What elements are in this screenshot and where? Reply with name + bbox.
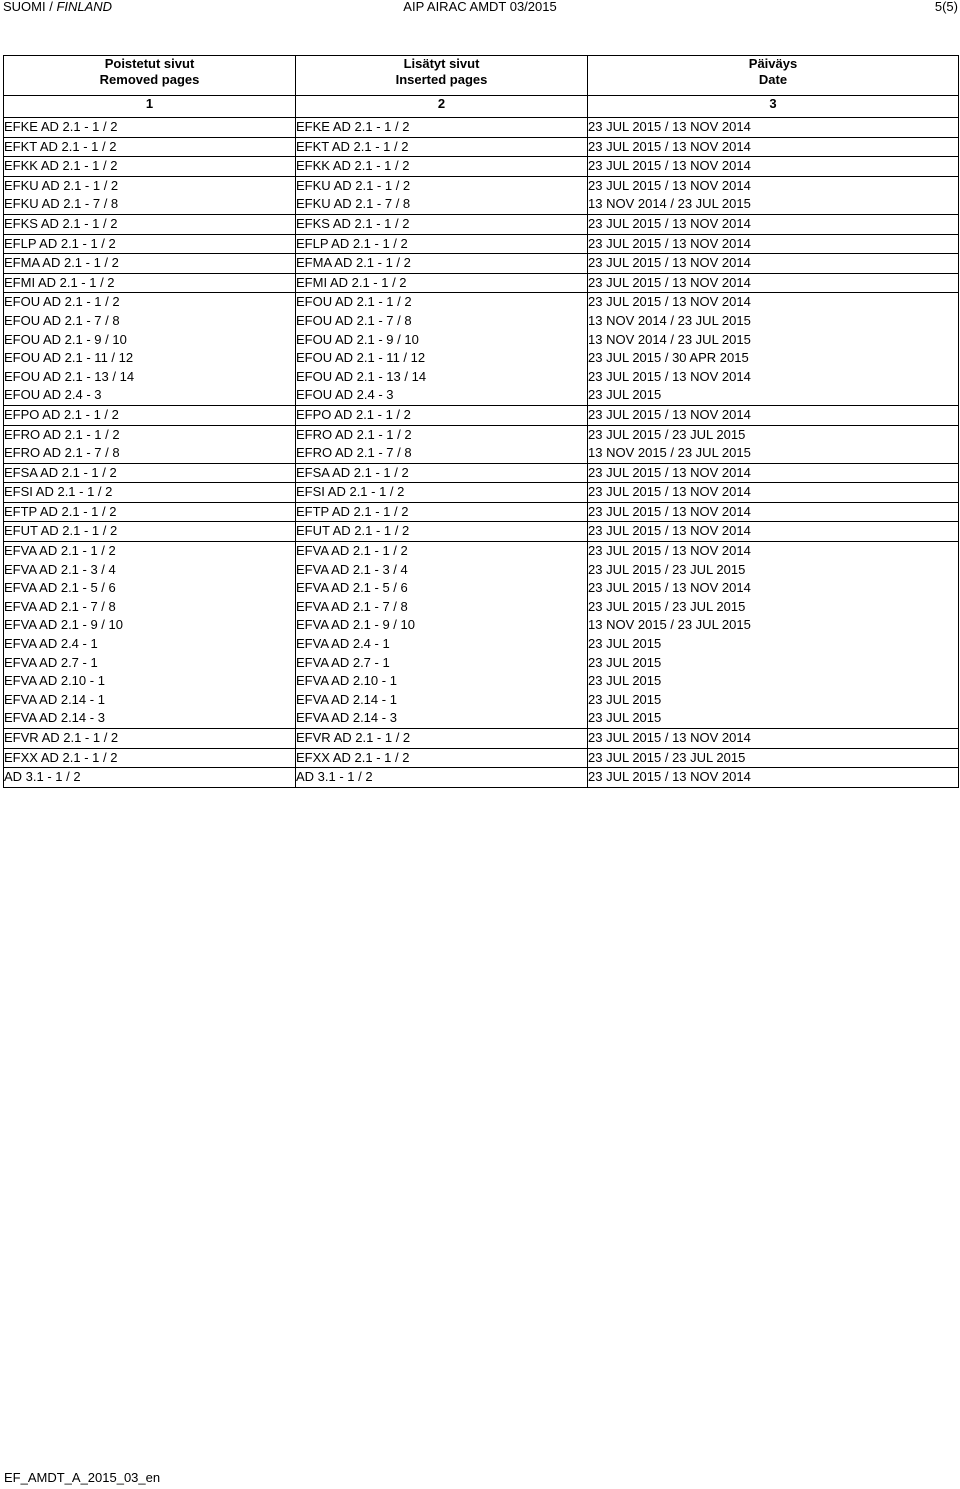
removed-page-entry: EFMA AD 2.1 - 1 / 2	[4, 255, 119, 271]
date-entry: 23 JUL 2015 / 13 NOV 2014	[588, 730, 751, 745]
removed-pages-cell	[4, 748, 296, 768]
removed-pages-cell	[4, 293, 296, 406]
date-entry: 13 NOV 2014 / 23 JUL 2015	[588, 312, 751, 328]
date-cell	[588, 273, 959, 293]
table-row	[4, 405, 959, 425]
removed-page-entry: EFVA AD 2.7 - 1	[4, 654, 98, 670]
table-row	[4, 176, 959, 214]
removed-page-entry: EFSA AD 2.1 - 1 / 2	[4, 464, 117, 480]
table-row	[4, 118, 959, 138]
inserted-page-entry: EFVA AD 2.10 - 1	[296, 673, 397, 689]
removed-page-entry: EFVA AD 2.1 - 3 / 4	[4, 561, 116, 577]
removed-page-entry: EFKU AD 2.1 - 7 / 8	[4, 196, 119, 212]
table-row	[4, 748, 959, 768]
inserted-pages-cell	[296, 254, 588, 274]
date-entry: 13 NOV 2014 / 23 JUL 2015	[588, 331, 751, 347]
removed-page-entry: EFUT AD 2.1 - 1 / 2	[4, 523, 118, 539]
inserted-pages-cell	[296, 522, 588, 542]
date-entry: 23 JUL 2015 / 13 NOV 2014	[588, 580, 751, 596]
table-row	[4, 254, 959, 274]
inserted-pages-cell	[296, 768, 588, 788]
inserted-page-entry: EFVA AD 2.14 - 1	[296, 691, 397, 707]
inserted-page-entry: EFVA AD 2.4 - 1	[296, 636, 390, 652]
date-entry: 23 JUL 2015	[588, 673, 662, 689]
page-header	[0, 0, 960, 16]
removed-pages-cell	[4, 137, 296, 157]
inserted-page-entry: EFVA AD 2.14 - 3	[296, 710, 397, 726]
date-entry: 23 JUL 2015 / 23 JUL 2015	[588, 598, 746, 614]
date-entry: 23 JUL 2015 / 13 NOV 2014	[588, 138, 751, 154]
date-cell	[588, 157, 959, 177]
date-entry: 23 JUL 2015 / 13 NOV 2014	[588, 274, 751, 290]
inserted-page-entry: EFKT AD 2.1 - 1 / 2	[296, 138, 409, 154]
date-cell	[588, 483, 959, 503]
date-cell	[588, 234, 959, 254]
removed-pages-cell	[4, 176, 296, 214]
removed-page-entry: EFVA AD 2.1 - 5 / 6	[4, 580, 116, 596]
inserted-page-entry: EFOU AD 2.1 - 7 / 8	[296, 312, 412, 328]
date-entry: 23 JUL 2015 / 13 NOV 2014	[588, 177, 751, 193]
inserted-pages-cell	[296, 234, 588, 254]
removed-pages-cell	[4, 502, 296, 522]
date-entry: 23 JUL 2015 / 30 APR 2015	[588, 350, 749, 366]
inserted-pages-cell	[296, 176, 588, 214]
amendment-pages-table	[3, 55, 959, 788]
date-entry: 23 JUL 2015 / 13 NOV 2014	[588, 215, 751, 231]
inserted-page-entry: EFOU AD 2.1 - 1 / 2	[296, 294, 412, 310]
date-cell	[588, 214, 959, 234]
date-entry: 23 JUL 2015 / 23 JUL 2015	[588, 561, 746, 577]
inserted-pages-cell	[296, 214, 588, 234]
removed-page-entry: EFSI AD 2.1 - 1 / 2	[4, 484, 113, 500]
removed-pages-cell	[4, 463, 296, 483]
removed-page-entry: EFKU AD 2.1 - 1 / 2	[4, 177, 119, 193]
date-entry: 23 JUL 2015 / 13 NOV 2014	[588, 235, 751, 251]
date-entry: 23 JUL 2015 / 23 JUL 2015	[588, 426, 746, 442]
removed-pages-cell	[4, 768, 296, 788]
date-entry: 13 NOV 2015 / 23 JUL 2015	[588, 445, 751, 461]
inserted-pages-cell	[296, 425, 588, 463]
column-number: 1	[4, 96, 296, 118]
column-header-inserted: Lisätyt sivut Inserted pages	[296, 56, 588, 96]
date-cell	[588, 502, 959, 522]
removed-pages-cell	[4, 214, 296, 234]
removed-page-entry: EFRO AD 2.1 - 1 / 2	[4, 426, 120, 442]
inserted-page-entry: EFKK AD 2.1 - 1 / 2	[296, 158, 410, 174]
column-header-date: Päiväys Date	[588, 56, 959, 96]
inserted-page-entry: EFUT AD 2.1 - 1 / 2	[296, 523, 410, 539]
removed-pages-cell	[4, 522, 296, 542]
removed-page-entry: EFVA AD 2.1 - 9 / 10	[4, 617, 123, 633]
date-entry: 23 JUL 2015 / 13 NOV 2014	[588, 119, 751, 134]
inserted-page-entry: EFVA AD 2.1 - 7 / 8	[296, 598, 408, 614]
date-cell	[588, 254, 959, 274]
table-row	[4, 137, 959, 157]
inserted-page-entry: EFMI AD 2.1 - 1 / 2	[296, 274, 407, 290]
inserted-page-entry: EFLP AD 2.1 - 1 / 2	[296, 235, 408, 251]
removed-page-entry: EFOU AD 2.4 - 3	[4, 387, 102, 403]
date-cell	[588, 176, 959, 214]
removed-page-entry: EFTP AD 2.1 - 1 / 2	[4, 503, 117, 519]
inserted-page-entry: EFOU AD 2.4 - 3	[296, 387, 394, 403]
removed-page-entry: EFVA AD 2.1 - 1 / 2	[4, 543, 116, 559]
inserted-pages-cell	[296, 118, 588, 138]
removed-page-entry: EFVA AD 2.4 - 1	[4, 636, 98, 652]
date-cell	[588, 118, 959, 138]
header-amendment-title: AIP AIRAC AMDT 03/2015	[403, 0, 557, 14]
inserted-pages-cell	[296, 463, 588, 483]
inserted-pages-cell	[296, 748, 588, 768]
inserted-pages-cell	[296, 502, 588, 522]
table-row	[4, 234, 959, 254]
date-entry: 23 JUL 2015 / 13 NOV 2014	[588, 484, 751, 500]
removed-page-entry: EFVA AD 2.14 - 1	[4, 691, 105, 707]
inserted-pages-cell	[296, 405, 588, 425]
date-entry: 23 JUL 2015 / 13 NOV 2014	[588, 294, 751, 310]
removed-page-entry: EFKS AD 2.1 - 1 / 2	[4, 215, 118, 231]
inserted-page-entry: EFOU AD 2.1 - 11 / 12	[296, 350, 426, 366]
date-cell	[588, 768, 959, 788]
removed-page-entry: EFVA AD 2.1 - 7 / 8	[4, 598, 116, 614]
inserted-page-entry: EFKU AD 2.1 - 7 / 8	[296, 196, 411, 212]
date-entry: 23 JUL 2015 / 13 NOV 2014	[588, 464, 751, 480]
column-header-removed: Poistetut sivut Removed pages	[4, 56, 296, 96]
inserted-page-entry: EFOU AD 2.1 - 9 / 10	[296, 331, 419, 347]
inserted-pages-cell	[296, 483, 588, 503]
removed-pages-cell	[4, 729, 296, 749]
date-entry: 23 JUL 2015	[588, 710, 662, 726]
date-entry: 23 JUL 2015 / 13 NOV 2014	[588, 503, 751, 519]
inserted-page-entry: EFOU AD 2.1 - 13 / 14	[296, 368, 427, 384]
inserted-page-entry: EFKE AD 2.1 - 1 / 2	[296, 119, 410, 134]
removed-page-entry: EFVR AD 2.1 - 1 / 2	[4, 730, 119, 745]
removed-page-entry: EFOU AD 2.1 - 9 / 10	[4, 331, 127, 347]
table-row	[4, 542, 959, 729]
removed-page-entry: EFOU AD 2.1 - 13 / 14	[4, 368, 135, 384]
table-row	[4, 425, 959, 463]
inserted-page-entry: EFVA AD 2.1 - 9 / 10	[296, 617, 415, 633]
removed-page-entry: EFMI AD 2.1 - 1 / 2	[4, 274, 115, 290]
date-entry: 23 JUL 2015 / 13 NOV 2014	[588, 368, 751, 384]
inserted-page-entry: EFMA AD 2.1 - 1 / 2	[296, 255, 411, 271]
date-cell	[588, 137, 959, 157]
inserted-page-entry: EFRO AD 2.1 - 7 / 8	[296, 445, 412, 461]
date-entry: 23 JUL 2015 / 13 NOV 2014	[588, 158, 751, 174]
removed-page-entry: EFKE AD 2.1 - 1 / 2	[4, 119, 118, 134]
inserted-page-entry: EFSI AD 2.1 - 1 / 2	[296, 484, 405, 500]
column-number-row	[4, 96, 959, 118]
inserted-page-entry: EFVA AD 2.1 - 1 / 2	[296, 543, 408, 559]
inserted-pages-cell	[296, 729, 588, 749]
table-row	[4, 463, 959, 483]
table-header-row	[4, 56, 959, 96]
table-row	[4, 502, 959, 522]
removed-page-entry: EFXX AD 2.1 - 1 / 2	[4, 749, 118, 765]
date-entry: 23 JUL 2015 / 13 NOV 2014	[588, 523, 751, 539]
removed-page-entry: EFPO AD 2.1 - 1 / 2	[4, 406, 119, 422]
removed-pages-cell	[4, 118, 296, 138]
table-row	[4, 273, 959, 293]
inserted-page-entry: EFVA AD 2.1 - 5 / 6	[296, 580, 408, 596]
inserted-page-entry: EFVA AD 2.7 - 1	[296, 654, 390, 670]
removed-pages-cell	[4, 425, 296, 463]
date-cell	[588, 463, 959, 483]
removed-page-entry: EFOU AD 2.1 - 11 / 12	[4, 350, 134, 366]
date-cell	[588, 293, 959, 406]
date-cell	[588, 425, 959, 463]
removed-page-entry: EFKT AD 2.1 - 1 / 2	[4, 138, 117, 154]
removed-page-entry: EFVA AD 2.14 - 3	[4, 710, 105, 726]
inserted-page-entry: EFVA AD 2.1 - 3 / 4	[296, 561, 408, 577]
inserted-pages-cell	[296, 137, 588, 157]
document-footer-code: EF_AMDT_A_2015_03_en	[4, 1470, 161, 1485]
removed-page-entry: EFLP AD 2.1 - 1 / 2	[4, 235, 116, 251]
inserted-pages-cell	[296, 157, 588, 177]
table-row	[4, 214, 959, 234]
inserted-pages-cell	[296, 293, 588, 406]
date-cell	[588, 542, 959, 729]
date-entry: 23 JUL 2015	[588, 387, 662, 403]
date-entry: 23 JUL 2015	[588, 654, 662, 670]
header-page-number: 5(5)	[934, 0, 958, 14]
inserted-page-entry: EFRO AD 2.1 - 1 / 2	[296, 426, 412, 442]
date-cell	[588, 729, 959, 749]
removed-pages-cell	[4, 405, 296, 425]
removed-page-entry: EFRO AD 2.1 - 7 / 8	[4, 445, 120, 461]
inserted-page-entry: EFPO AD 2.1 - 1 / 2	[296, 406, 411, 422]
removed-page-entry: EFKK AD 2.1 - 1 / 2	[4, 158, 118, 174]
column-number: 2	[296, 96, 588, 118]
date-entry: 23 JUL 2015 / 13 NOV 2014	[588, 543, 751, 559]
removed-pages-cell	[4, 483, 296, 503]
table-row	[4, 768, 959, 788]
date-entry: 13 NOV 2015 / 23 JUL 2015	[588, 617, 751, 633]
date-entry: 23 JUL 2015 / 13 NOV 2014	[588, 255, 751, 271]
inserted-page-entry: EFKS AD 2.1 - 1 / 2	[296, 215, 410, 231]
date-entry: 13 NOV 2014 / 23 JUL 2015	[588, 196, 751, 212]
date-cell	[588, 405, 959, 425]
removed-pages-cell	[4, 234, 296, 254]
inserted-page-entry: EFVR AD 2.1 - 1 / 2	[296, 730, 411, 745]
inserted-page-entry: EFXX AD 2.1 - 1 / 2	[296, 749, 410, 765]
date-entry: 23 JUL 2015	[588, 636, 662, 652]
header-country: SUOMI / FINLAND	[3, 0, 113, 14]
date-cell	[588, 522, 959, 542]
removed-pages-cell	[4, 254, 296, 274]
removed-pages-cell	[4, 157, 296, 177]
table-row	[4, 729, 959, 749]
date-entry: 23 JUL 2015 / 23 JUL 2015	[588, 749, 746, 765]
table-row	[4, 483, 959, 503]
table-row	[4, 522, 959, 542]
inserted-page-entry: EFTP AD 2.1 - 1 / 2	[296, 503, 409, 519]
inserted-page-entry: EFKU AD 2.1 - 1 / 2	[296, 177, 411, 193]
date-entry: 23 JUL 2015 / 13 NOV 2014	[588, 406, 751, 422]
removed-pages-cell	[4, 542, 296, 729]
removed-page-entry: AD 3.1 - 1 / 2	[4, 769, 81, 785]
inserted-page-entry: AD 3.1 - 1 / 2	[296, 769, 373, 785]
inserted-pages-cell	[296, 273, 588, 293]
inserted-pages-cell	[296, 542, 588, 729]
inserted-page-entry: EFSA AD 2.1 - 1 / 2	[296, 464, 409, 480]
date-entry: 23 JUL 2015 / 13 NOV 2014	[588, 769, 751, 785]
removed-page-entry: EFOU AD 2.1 - 7 / 8	[4, 312, 120, 328]
column-number: 3	[588, 96, 959, 118]
removed-page-entry: EFOU AD 2.1 - 1 / 2	[4, 294, 120, 310]
date-entry: 23 JUL 2015	[588, 691, 662, 707]
table-row	[4, 157, 959, 177]
removed-page-entry: EFVA AD 2.10 - 1	[4, 673, 105, 689]
table-row	[4, 293, 959, 406]
removed-pages-cell	[4, 273, 296, 293]
date-cell	[588, 748, 959, 768]
